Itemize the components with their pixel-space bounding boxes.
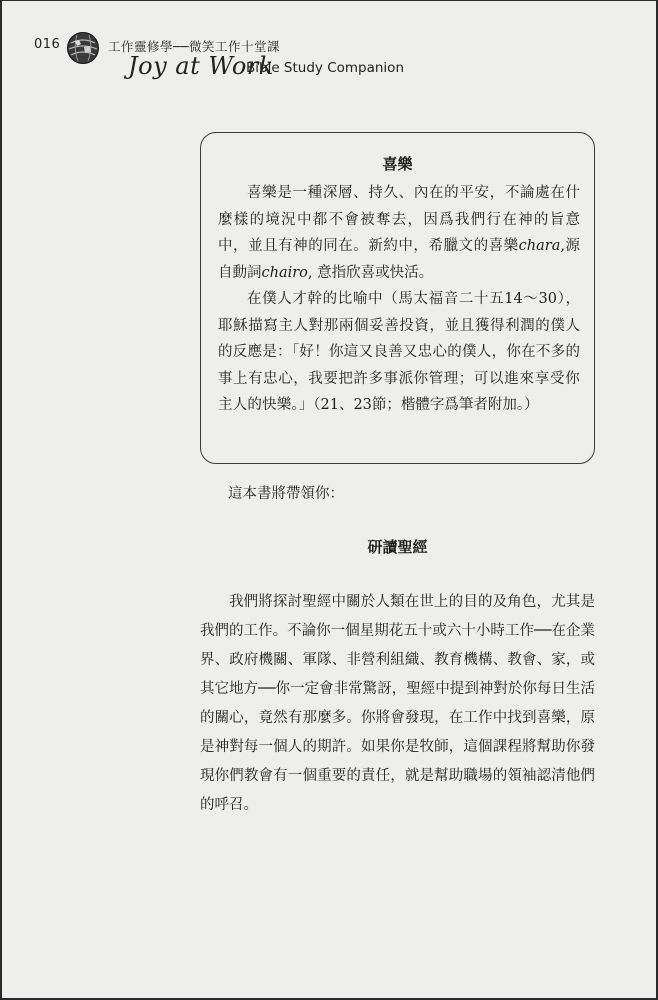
brand-script-title: Joy at Work xyxy=(128,52,274,80)
section-body xyxy=(200,588,595,820)
globe-icon xyxy=(66,31,100,65)
emphasis-text: 可以進來享受你主人的快樂 xyxy=(218,370,580,413)
box-title: 喜樂 xyxy=(382,155,413,173)
greek-word-chara: chara xyxy=(518,238,561,254)
box-body xyxy=(218,180,580,419)
section-heading: 研讀聖經 xyxy=(367,538,428,556)
lead-in-text: 這本書將帶領你： xyxy=(228,486,344,502)
box-paragraph-2-text: 在僕人才幹的比喻中（馬太福音二十五14～30），耶穌描寫主人對那兩個妥善投資，並且獲得利潤的僕人的反應是：「好！你這又良善又忠心的僕人，你在不多的事上有忠心，我要把許多事派你管理； xyxy=(218,291,580,387)
series-title: 工作靈修學──微笑工作十堂課 xyxy=(108,39,281,54)
box-paragraph-1-end: , 意指欣喜或快活。 xyxy=(307,264,434,281)
box-paragraph-1-mid: ,源自動詞 xyxy=(218,238,581,281)
joy-definition-box xyxy=(200,132,595,464)
page-number: 016 xyxy=(34,37,61,52)
box-paragraph-2-end: 。」（21、23節；楷體字爲筆者附加。） xyxy=(291,397,539,413)
box-paragraph-1 xyxy=(218,180,580,286)
box-paragraph-2 xyxy=(218,286,580,419)
greek-word-chairo: chairo xyxy=(261,264,308,281)
box-paragraph-1-text: 喜樂是一種深層、持久、內在的平安，不論處在什麼樣的境況中都不會被奪去，因爲我們行在神的旨意中，並且有神的同在。新約中，希臘文的喜樂 xyxy=(218,185,580,254)
brand-subtitle: Bible Study Companion xyxy=(246,60,404,76)
section-paragraph: 我們將探討聖經中關於人類在世上的目的及角色，尤其是我們的工作。不論你一個星期花五十或六十小時工作──在企業界、政府機關、軍隊、非營利組織、教育機構、教會、家，或其它地方──你一定會非常驚訝，聖經中提到神對於你每日生活的關心，竟然有那麼多。你將會發現，在工作中找到喜樂，原是神對每一個人的期許。如果你是牧師，這個課程將幫助你發現你們教會有一個重要的責任，就是幫助職場的領袖認清他們的呼召。 xyxy=(200,594,595,813)
page-header xyxy=(0,0,658,90)
